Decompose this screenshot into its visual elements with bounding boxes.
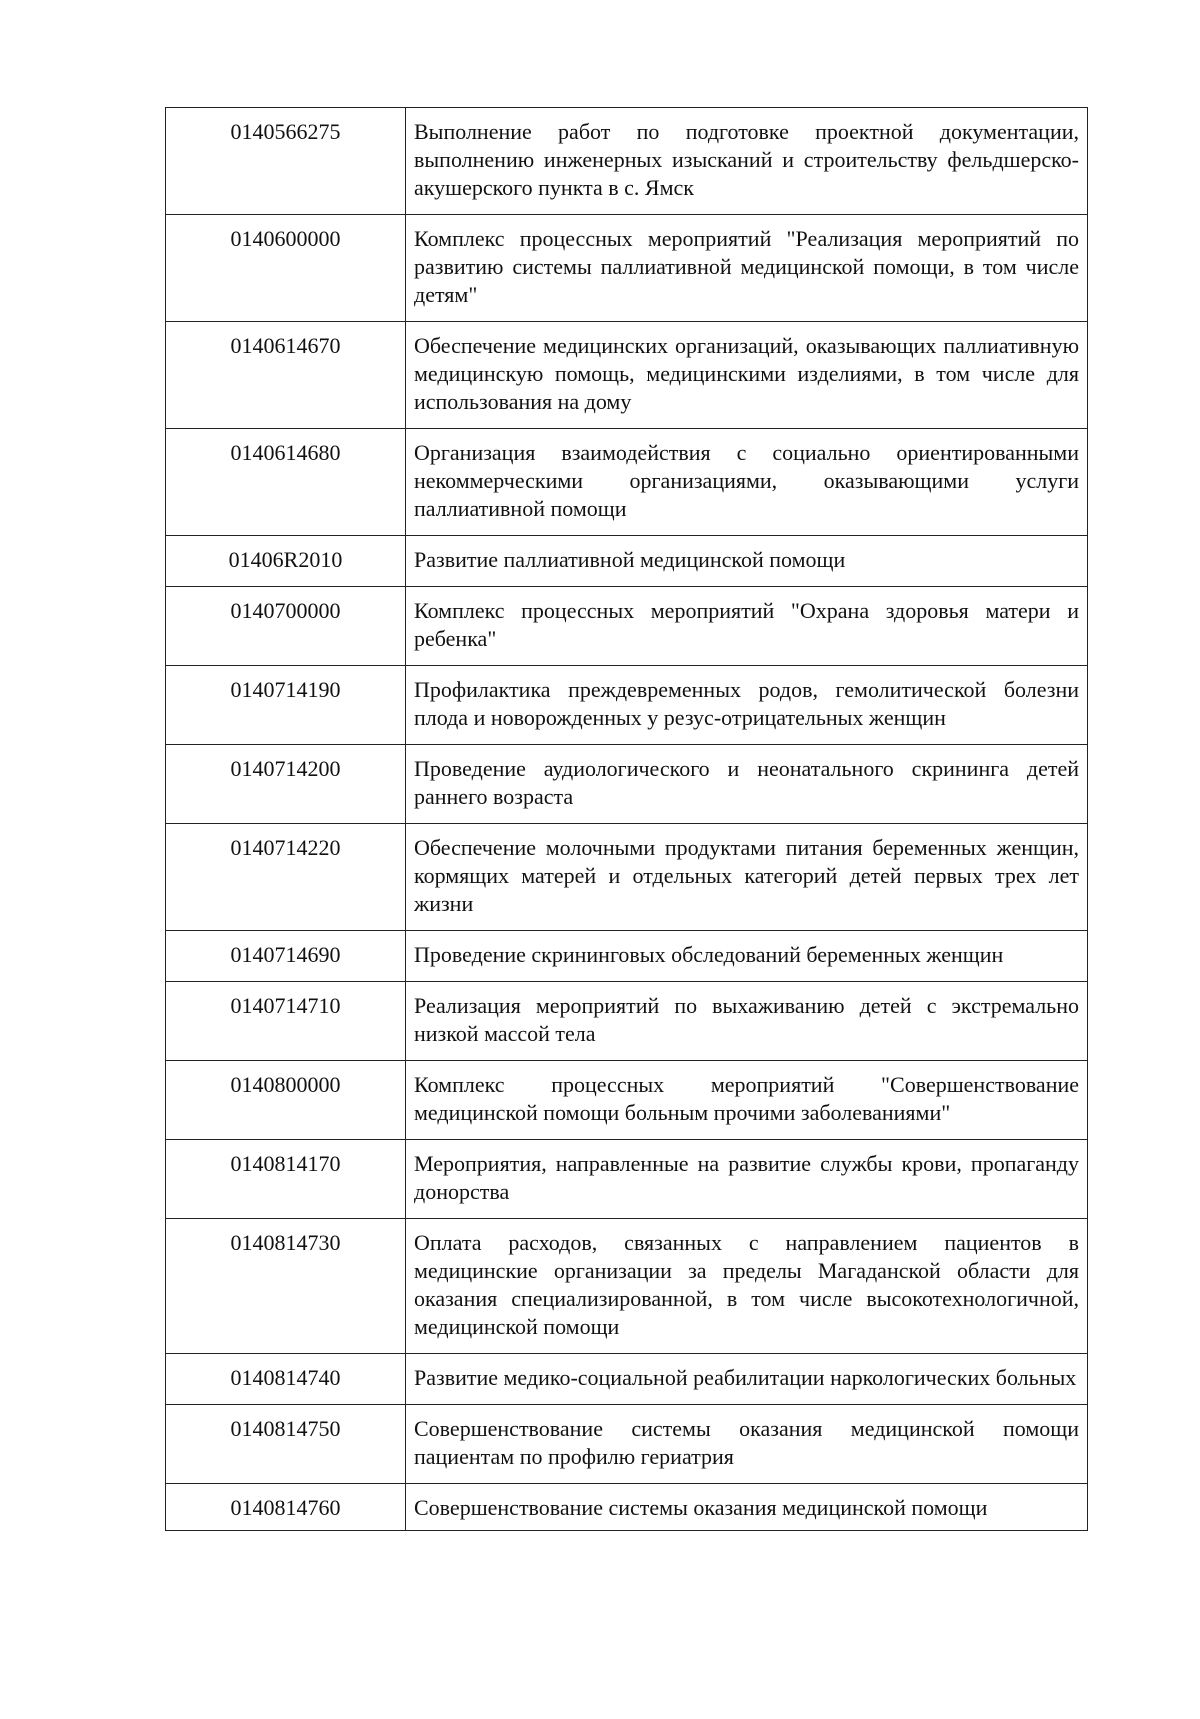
row-description: Обеспечение молочными продуктами питания беременных женщин, кормящих матерей и отдельных категорий детей первых трех лет жизни xyxy=(406,824,1088,931)
row-description: Комплекс процессных мероприятий "Совершенствование медицинской помощи больным прочими заболеваниями" xyxy=(406,1061,1088,1140)
table-row xyxy=(166,215,1088,322)
row-code: 0140814740 xyxy=(166,1354,406,1405)
row-code: 0140714220 xyxy=(166,824,406,931)
row-code: 01406R2010 xyxy=(166,536,406,587)
row-description: Совершенствование системы оказания медицинской помощи xyxy=(406,1484,1088,1531)
row-code: 0140814170 xyxy=(166,1140,406,1219)
row-code: 0140714690 xyxy=(166,931,406,982)
row-code: 0140714190 xyxy=(166,666,406,745)
row-description: Проведение аудиологического и неонатального скрининга детей раннего возраста xyxy=(406,745,1088,824)
table-row xyxy=(166,1219,1088,1354)
row-description: Выполнение работ по подготовке проектной документации, выполнению инженерных изысканий и строительству фельдшерско-акушерского пункта в с. Ямск xyxy=(406,108,1088,215)
row-code: 0140714710 xyxy=(166,982,406,1061)
row-description: Комплекс процессных мероприятий "Охрана здоровья матери и ребенка" xyxy=(406,587,1088,666)
table-row xyxy=(166,1061,1088,1140)
row-description: Развитие паллиативной медицинской помощи xyxy=(406,536,1088,587)
row-description: Обеспечение медицинских организаций, оказывающих паллиативную медицинскую помощь, медицинскими изделиями, в том числе для использования на дому xyxy=(406,322,1088,429)
table-row xyxy=(166,824,1088,931)
row-description: Проведение скрининговых обследований беременных женщин xyxy=(406,931,1088,982)
row-code: 0140814730 xyxy=(166,1219,406,1354)
table-row xyxy=(166,745,1088,824)
row-code: 0140714200 xyxy=(166,745,406,824)
row-description: Реализация мероприятий по выхаживанию детей с экстремально низкой массой тела xyxy=(406,982,1088,1061)
row-description: Совершенствование системы оказания медицинской помощи пациентам по профилю гериатрия xyxy=(406,1405,1088,1484)
row-code: 0140814760 xyxy=(166,1484,406,1531)
row-code: 0140600000 xyxy=(166,215,406,322)
table-row xyxy=(166,1140,1088,1219)
row-code: 0140614680 xyxy=(166,429,406,536)
row-code: 0140566275 xyxy=(166,108,406,215)
row-description: Комплекс процессных мероприятий "Реализация мероприятий по развитию системы паллиативной медицинской помощи, в том числе детям" xyxy=(406,215,1088,322)
table-row xyxy=(166,982,1088,1061)
row-description: Мероприятия, направленные на развитие службы крови, пропаганду донорства xyxy=(406,1140,1088,1219)
row-code: 0140614670 xyxy=(166,322,406,429)
table-row xyxy=(166,322,1088,429)
table-row xyxy=(166,587,1088,666)
table-row xyxy=(166,1405,1088,1484)
table-row xyxy=(166,429,1088,536)
table-row xyxy=(166,666,1088,745)
row-description: Оплата расходов, связанных с направлением пациентов в медицинские организации за пределы Магаданской области для оказания специализированной, в том числе высокотехнологичной, медицинской помощи xyxy=(406,1219,1088,1354)
table-row xyxy=(166,1354,1088,1405)
table-row xyxy=(166,108,1088,215)
table-row xyxy=(166,536,1088,587)
codes-table xyxy=(165,107,1088,1531)
row-description: Развитие медико-социальной реабилитации наркологических больных xyxy=(406,1354,1088,1405)
row-description: Организация взаимодействия с социально ориентированными некоммерческими организациями, оказывающими услуги паллиативной помощи xyxy=(406,429,1088,536)
table-row xyxy=(166,1484,1088,1531)
row-code: 0140814750 xyxy=(166,1405,406,1484)
row-code: 0140700000 xyxy=(166,587,406,666)
table-row xyxy=(166,931,1088,982)
row-code: 0140800000 xyxy=(166,1061,406,1140)
row-description: Профилактика преждевременных родов, гемолитической болезни плода и новорожденных у резус-отрицательных женщин xyxy=(406,666,1088,745)
